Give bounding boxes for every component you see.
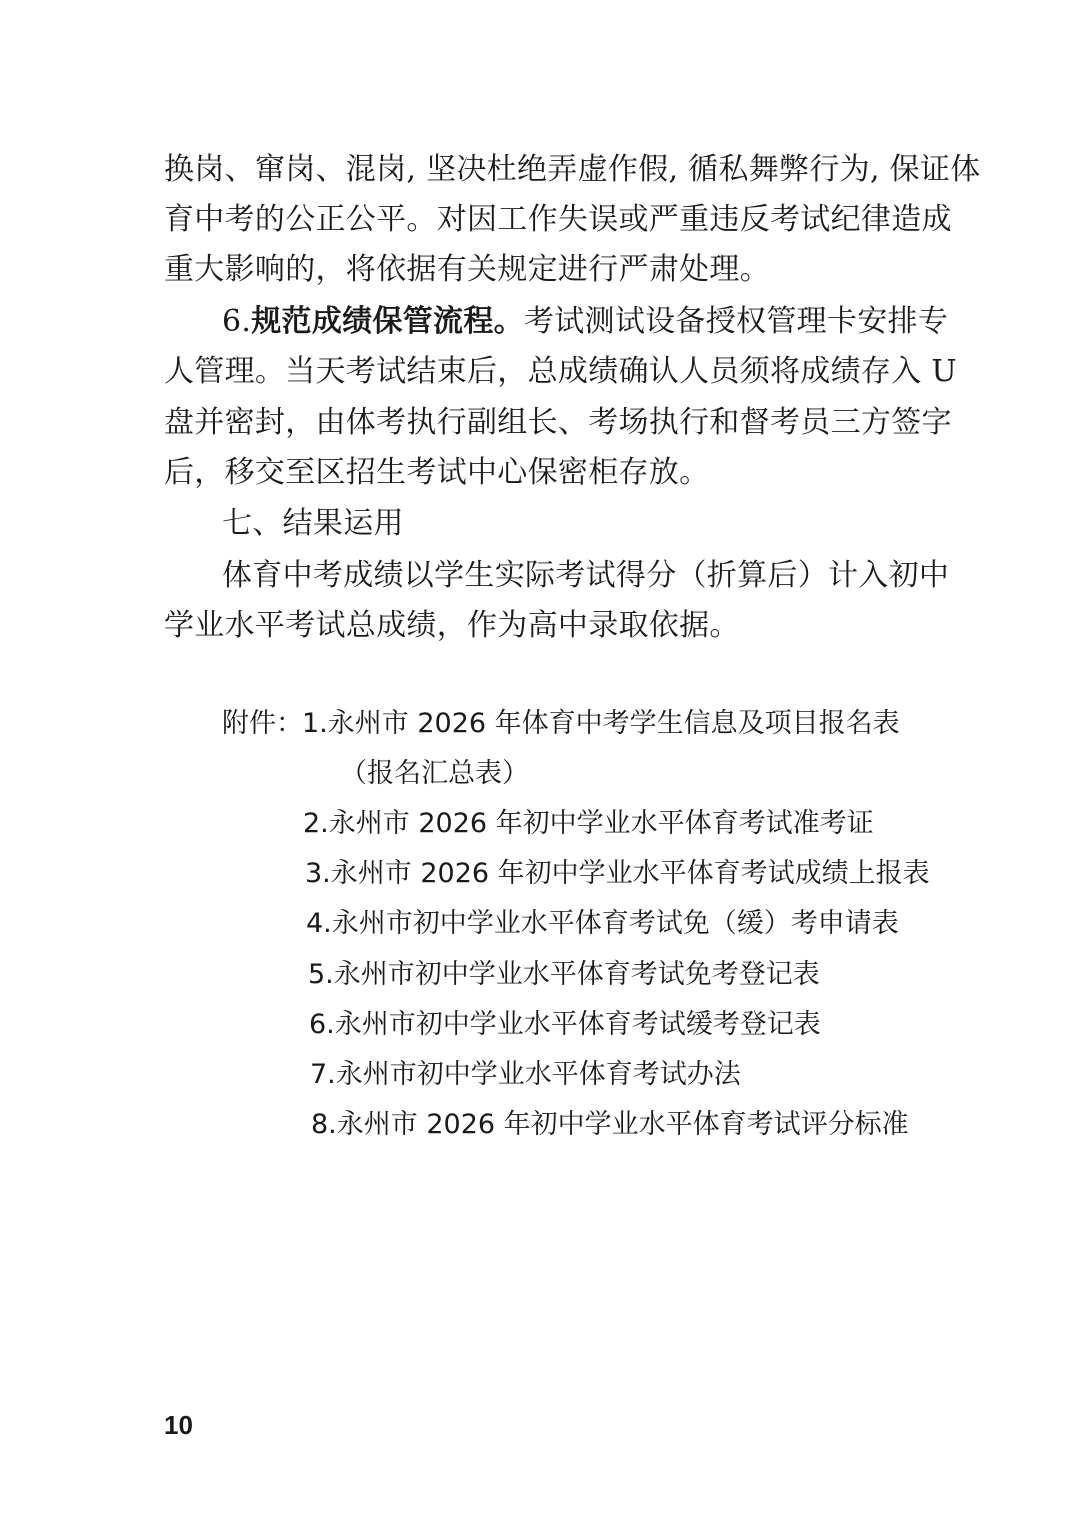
attachment-item: 4.永州市初中学业水平体育考试免（缓）考申请表 <box>306 908 899 939</box>
attachment-item: 5.永州市初中学业水平体育考试免考登记表 <box>308 959 820 990</box>
paragraph-line: 育中考的公正公平。对因工作失误或严重违反考试纪律造成 <box>164 202 952 237</box>
attachment-item: 7.永州市初中学业水平体育考试办法 <box>310 1059 741 1090</box>
attachment-item: 6.永州市初中学业水平体育考试缓考登记表 <box>309 1009 821 1040</box>
section-heading: 七、结果运用 <box>222 506 404 541</box>
paragraph-line: 体育中考成绩以学生实际考试得分（折算后）计入初中 <box>222 558 950 593</box>
heading-number: 6. <box>222 304 252 339</box>
paragraph-line: 学业水平考试总成绩，作为高中录取依据。 <box>164 608 740 643</box>
attachment-item: 3.永州市 2026 年初中学业水平体育考试成绩上报表 <box>305 858 930 889</box>
paragraph-line: 人管理。当天考试结束后，总成绩确认人员须将成绩存入 U <box>164 354 957 389</box>
attachment-item: 8.永州市 2026 年初中学业水平体育考试评分标准 <box>311 1109 909 1140</box>
page-number: 10 <box>164 1410 193 1440</box>
attachment-item: （报名汇总表） <box>340 758 529 789</box>
paragraph-heading-line <box>222 302 948 342</box>
paragraph-line: 重大影响的，将依据有关规定进行严肃处理。 <box>164 252 770 287</box>
heading-rest-text: 考试测试设备授权管理卡安排专 <box>523 304 949 339</box>
paragraph-line: 换岗、窜岗、混岗, 坚决杜绝弄虚作假, 循私舞弊行为, 保证体 <box>164 152 981 187</box>
attachment-item: 2.永州市 2026 年初中学业水平体育考试准考证 <box>303 808 874 839</box>
paragraph-line: 盘并密封，由体考执行副组长、考场执行和督考员三方签字 <box>164 405 952 440</box>
attachment-item: 1.永州市 2026 年体育中考学生信息及项目报名表 <box>302 708 900 739</box>
paragraph-line: 后，移交至区招生考试中心保密柜存放。 <box>164 455 710 490</box>
attachments-label: 附件： <box>222 708 303 739</box>
heading-bold-text: 规范成绩保管流程。 <box>251 304 524 339</box>
